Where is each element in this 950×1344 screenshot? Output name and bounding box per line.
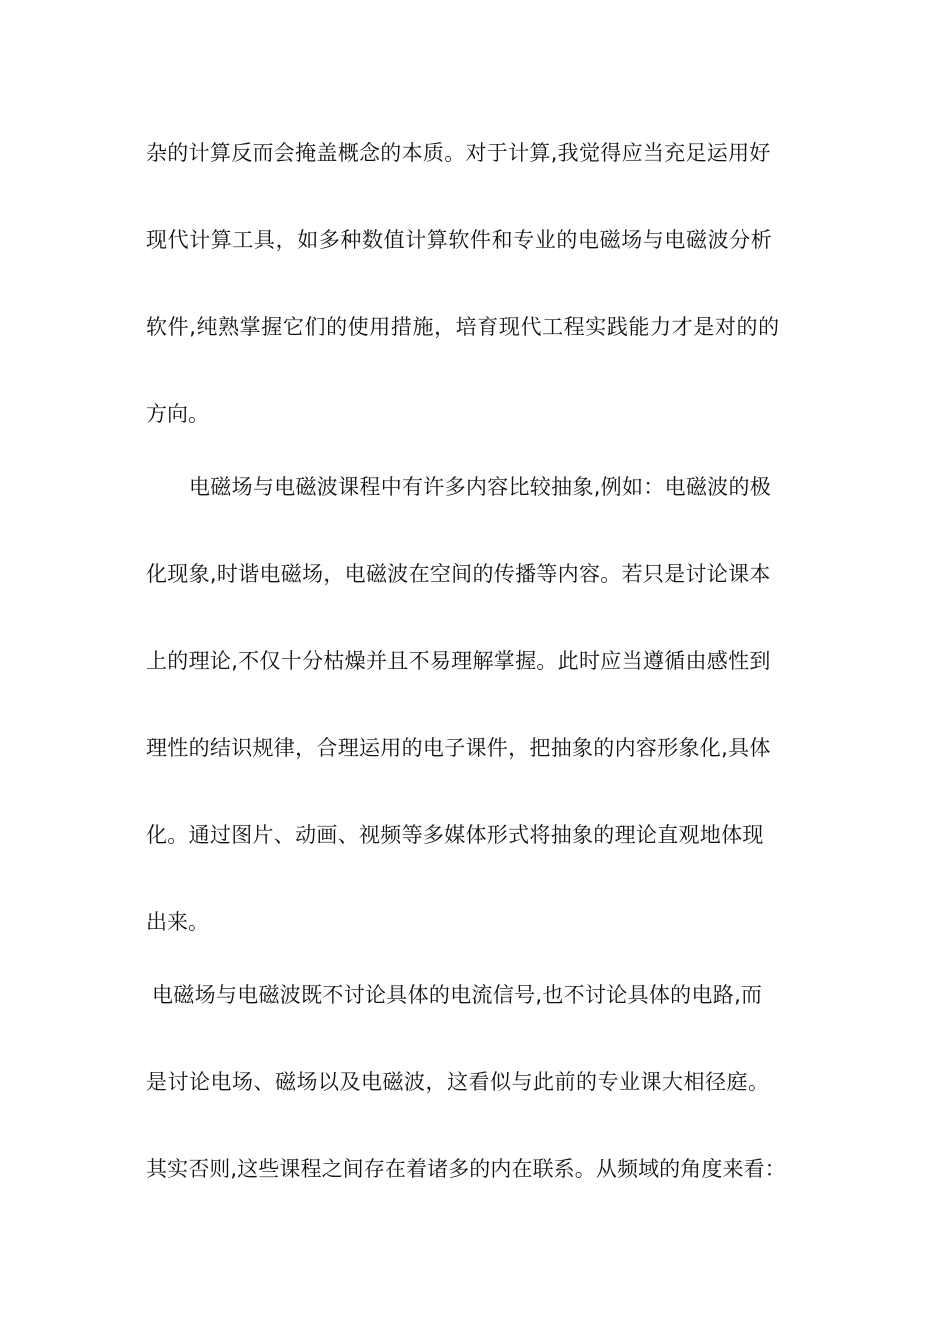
paragraph-line: 软件,纯熟掌握它们的使用措施，培育现代工程实践能力才是对的的 <box>146 315 780 339</box>
paragraph-line: 其实否则,这些课程之间存在着诸多的内在联系。从频域的角度来看： <box>146 1157 786 1181</box>
paragraph-line: 杂的计算反而会掩盖概念的本质。对于计算,我觉得应当充足运用好 <box>146 141 771 165</box>
paragraph-line: 上的理论,不仅十分枯燥并且不易理解掌握。此时应当遵循由感性到 <box>146 649 771 673</box>
paragraph-line: 方向。 <box>146 402 209 426</box>
paragraph-line: 电磁场与电磁波既不讨论具体的电流信号,也不讨论具体的电路,而 <box>152 983 763 1007</box>
paragraph-line: 化。通过图片、动画、视频等多媒体形式将抽象的理论直观地体现 <box>146 823 764 847</box>
paragraph-line: 是讨论电场、磁场以及电磁波，这看似与此前的专业课大相径庭。 <box>146 1070 770 1094</box>
paragraph-line: 电磁场与电磁波课程中有许多内容比较抽象,例如：电磁波的极 <box>189 475 772 499</box>
paragraph-line: 理性的结识规律，合理运用的电子课件，把抽象的内容形象化,具体 <box>146 736 771 760</box>
paragraph-line: 出来。 <box>146 910 209 934</box>
paragraph-line: 现代计算工具，如多种数值计算软件和专业的电磁场与电磁波分析 <box>146 228 773 252</box>
paragraph-line: 化现象,时谐电磁场，电磁波在空间的传播等内容。若只是讨论课本 <box>146 562 771 586</box>
